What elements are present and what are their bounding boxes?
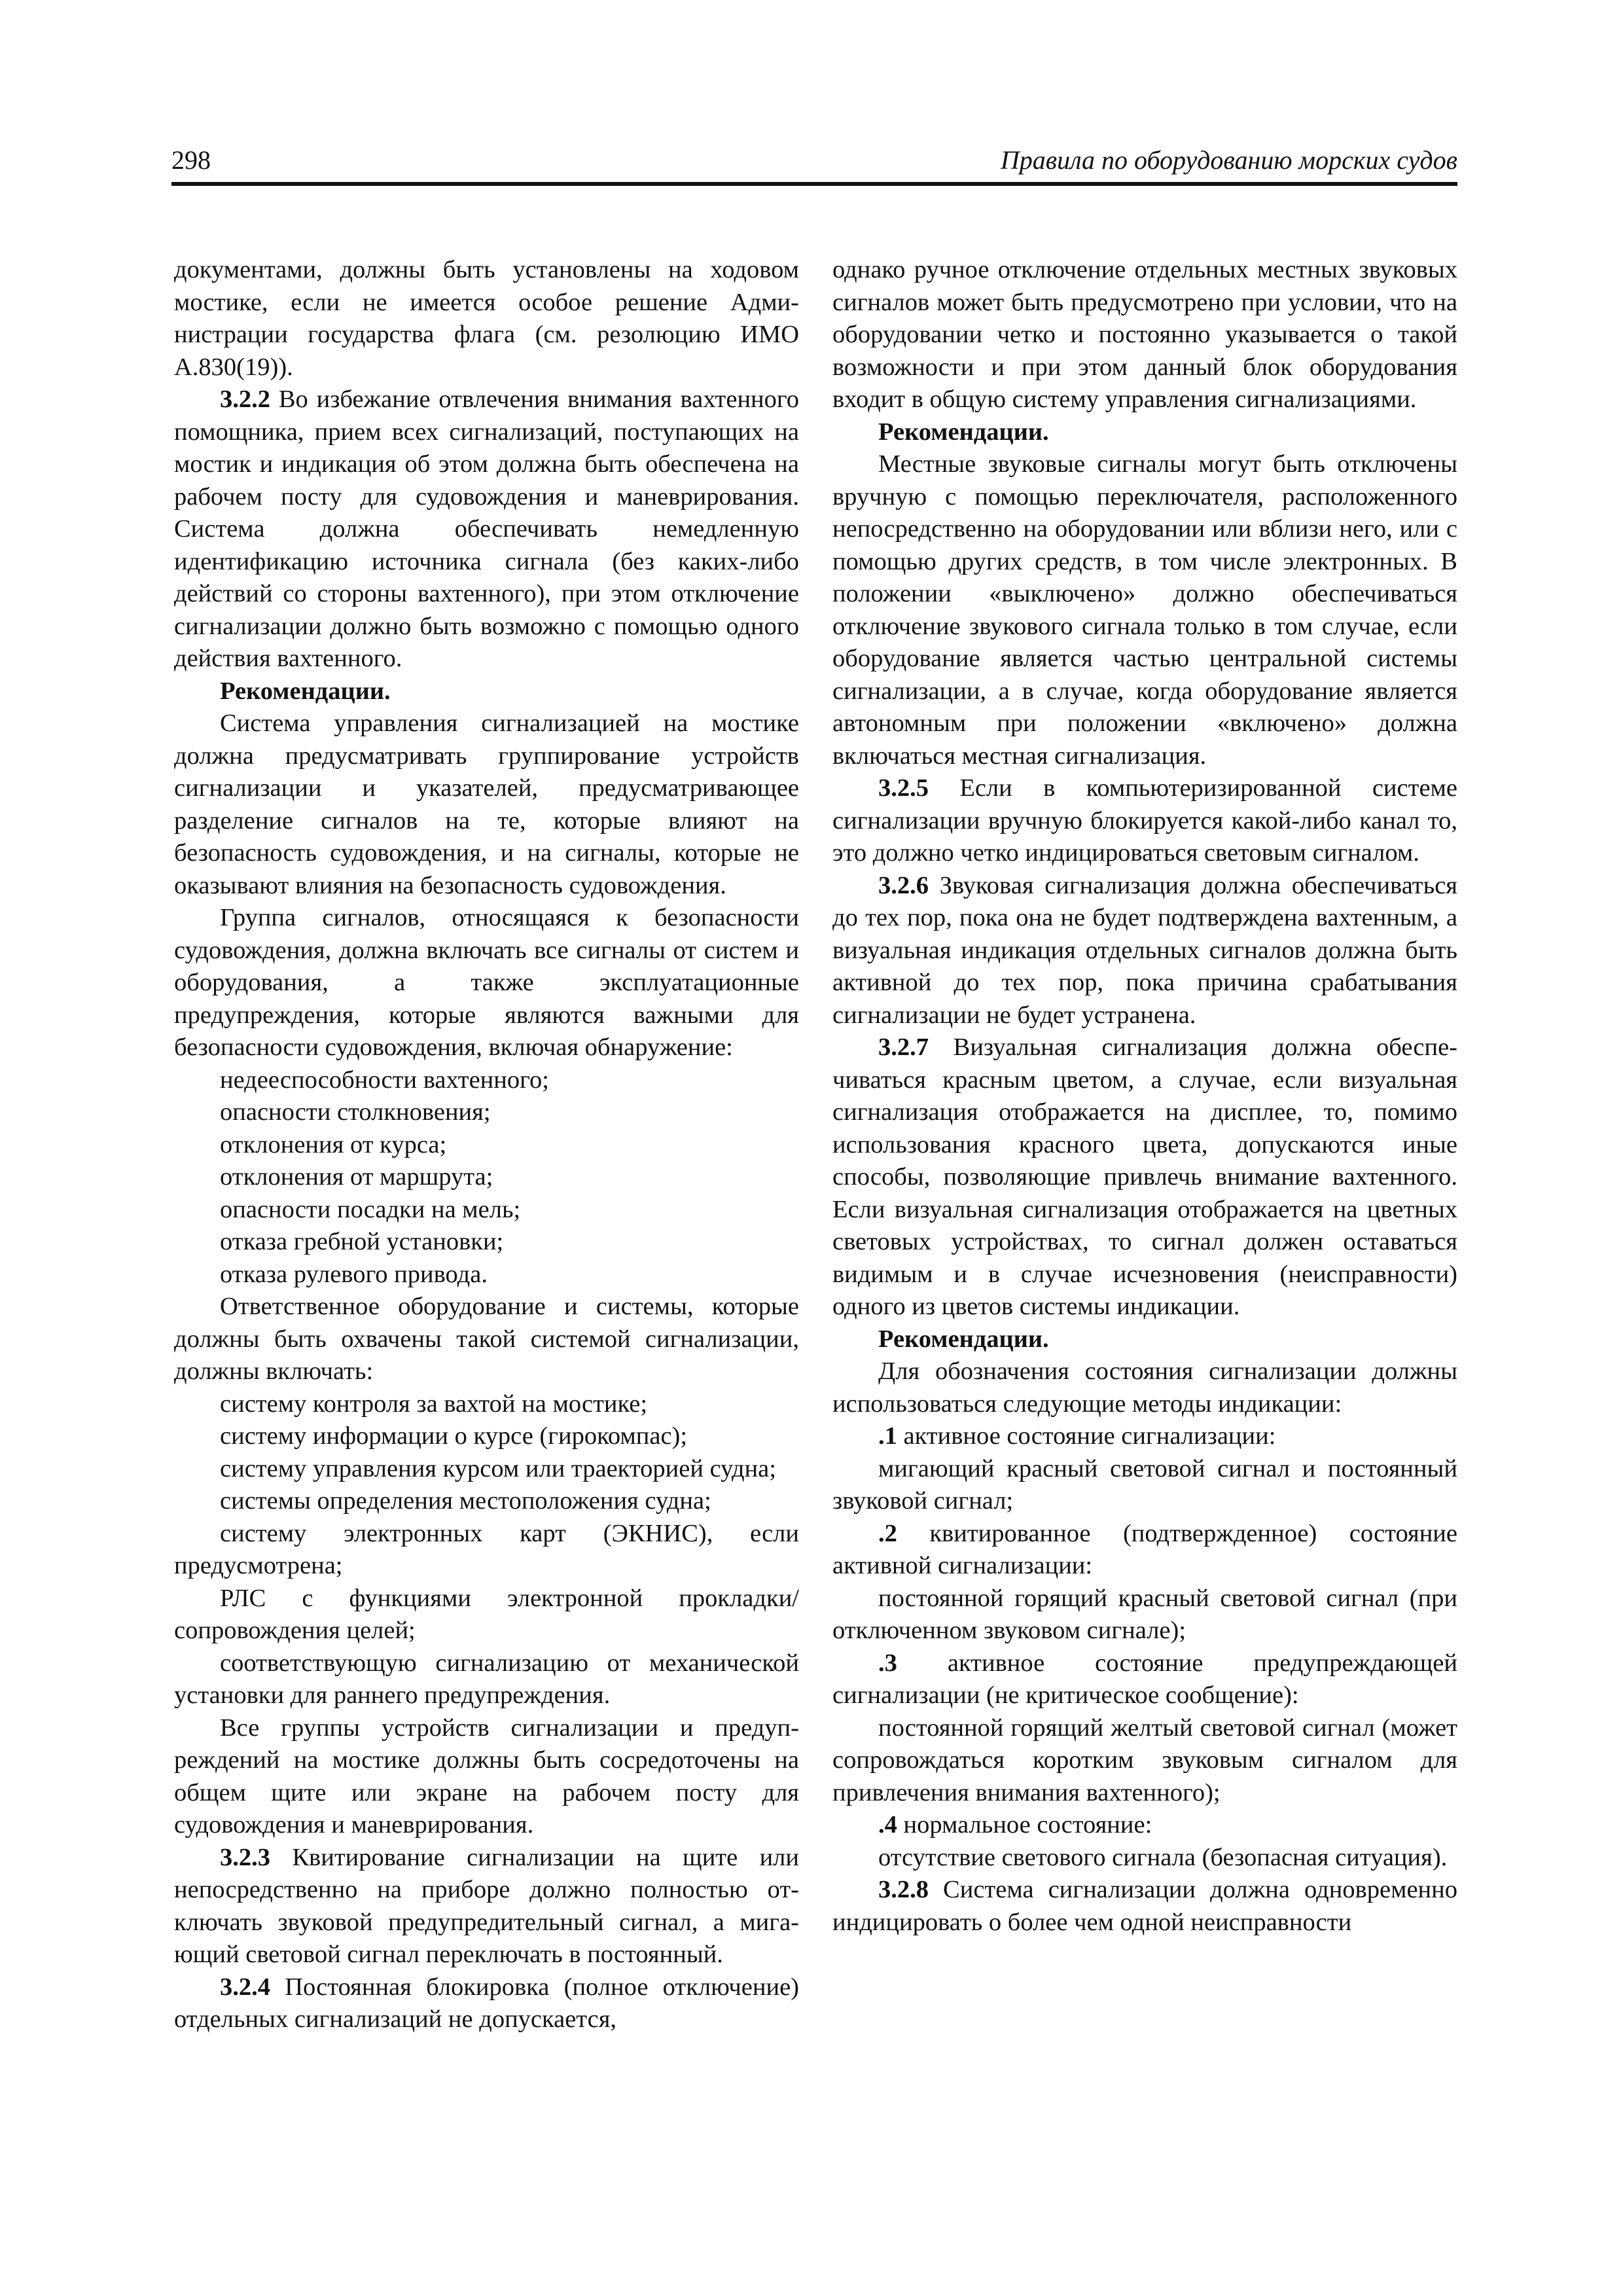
subitem-number: .4 [878,1811,897,1839]
subitem-description: мигающий красный световой сигнал и постоянный звуковой сигнал; [832,1454,1457,1515]
list-item: систему информации о курсе (гирокомпас); [220,1422,688,1450]
list-item: систему электронных карт (ЭКНИС), если предусмотрена; [174,1519,799,1579]
subitem-text: квитированное (подтвержденное) состояние активной сигнализации: [832,1519,1457,1579]
list-item: системы определения местоположения судна; [220,1487,711,1515]
recommendations-heading: Рекомендации. [220,677,391,705]
section-number: 3.2.6 [878,871,929,899]
section-number: 3.2.3 [220,1843,270,1871]
section-text: Квитирование сигнализации на щите или непосредственно на приборе должно полностью отключать звуковой предупредительный сигнал, а мигающий световой сигнал переключать в постоянный. [174,1843,799,1968]
recommendations-heading: Рекомендации. [878,418,1049,446]
right-column [832,254,1457,2139]
paragraph: Система управления сигнализацией на мостике должна предусматривать группирование устройств сигнализации и указателей, предусматривающее разделение сигналов на те, которые влияют на безопасность судовождения, и на сигналы, которые не оказывают влияния на безопасность судовождения. [174,709,799,899]
section-text: Постоянная блокировка (полное отключение) отдельных сигнализаций не допускается, [174,1973,799,2033]
subitem-1 [832,1420,1457,1453]
subitem-description: постоянной горящий желтый световой сигнал (может сопровождаться коротким звуковым сигналом для привлечения внимания вахтенного); [832,1713,1457,1806]
list-item: отказа гребной установки; [220,1228,504,1255]
list-item: соответствующую сигнализацию от механической установки для раннего предупреждения. [174,1649,799,1709]
section-number: 3.2.5 [878,774,929,802]
subitem-description: постоянной горящий красный световой сигнал (при отключенном звуковом сигнале); [832,1584,1457,1644]
section-text: Визуальная сигнализация должна обеспечиваться красным цветом, а случае, если визуальная сигнализация отображается на дисплее, то, помимо использования красного цвета, допускаются иные способы, позволяющие привлечь внимание вахтенного. Если визуальная сигнализация отображается на цветных световых устройствах, то сигнал должен оставаться видимым и в случае исчезновения (неисправности) одного из цветов системы индикации. [832,1033,1457,1320]
section-3-2-8 [832,1874,1457,1939]
section-3-2-2 [174,384,799,675]
subitem-number: .2 [878,1519,897,1547]
list-item: систему управления курсом или траекторией судна; [220,1454,776,1482]
paragraph: Ответственное оборудование и системы, которые должны быть охвачены такой системой сигнализации, должны включать: [174,1293,799,1385]
section-text: Звуковая сигнализация должна обеспечиваться до тех пор, пока она не будет подтверждена вахтенным, а визуальная индикация отдельных сигналов должна быть активной до тех пор, пока причина срабатывания сигнализации не будет устранена. [832,871,1457,1029]
list-item: опасности столкновения; [220,1098,491,1126]
paragraph: Все группы устройств сигнализации и предупреждений на мостике должны быть сосредоточены на общем щите или экране на рабочем посту для судовождения и маневрирования. [174,1713,799,1839]
subitem-text: нормальное состояние: [897,1811,1152,1839]
page-number: 298 [171,145,211,175]
section-number: 3.2.7 [878,1033,929,1061]
section-3-2-5 [832,772,1457,870]
section-text: Во избежание отвлечения внимания вахтенного помощника, прием всех сигнализаций, поступающих на мостик и индикация об этом должна быть обеспечена на рабочем посту для судовождения и маневрирования. Система должна обеспечивать немедленную идентификацию источника сигнала (без каких-либо действий со стороны вахтенного), при этом отключение сигнализации должно быть возможно с помощью одного действия вахтенного. [174,386,799,672]
section-text: Система сигнализации должна одновременно индицировать о более чем одной неисправности [832,1876,1457,1936]
left-column [174,254,799,2139]
section-number: 3.2.2 [220,386,270,413]
paragraph: Для обозначения состояния сигнализации должны использоваться следующие методы индикации: [832,1357,1457,1418]
section-number: 3.2.4 [220,1973,270,2001]
list-item: систему контроля за вахтой на мостике; [220,1390,648,1418]
section-text: Если в компьютеризированной системе сигнализации вручную блокируется какой-либо канал то, это должно четко индицироваться световым сигналом. [832,774,1457,867]
section-number: 3.2.8 [878,1876,929,1903]
section-3-2-4 [174,1971,799,2036]
subitem-number: .3 [878,1649,897,1677]
book-title: Правила по оборудованию морских судов [1000,145,1457,175]
subitem-text: активное состояние сигнализации: [897,1422,1276,1450]
paragraph: однако ручное отключение отдельных местных звуковых сигналов может быть предусмотрено при условии, что на оборудовании четко и постоянно указывается о такой возможности и при этом данный блок оборудования входит в общую систему управления сигнализациями. [832,256,1457,413]
list-item: отклонения от курса; [220,1130,447,1158]
subitem-4 [832,1809,1457,1842]
section-3-2-6 [832,870,1457,1032]
subitem-number: .1 [878,1422,897,1450]
paragraph: Местные звуковые сигналы могут быть отключены вручную с помощью переключателя, расположенного непосредственно на оборудовании или вблизи него, или с помощью других средств, в том числе электронных. В положении «выключено» должно обеспечиваться отключение звукового сигнала только в том случае, если оборудование является частью центральной системы сигнализации, а в случае, когда оборудование является автономным при положении «включено» должна включаться местная сигнализация. [832,450,1457,770]
subitem-description: отсутствие светового сигнала (безопасная ситуация). [878,1843,1448,1871]
list-item: отказа рулевого привода. [220,1260,488,1288]
section-3-2-3 [174,1842,799,1971]
list-item: РЛС с функциями электронной прокладки/ сопровождения целей; [174,1584,799,1644]
recommendations-heading: Рекомендации. [878,1325,1049,1353]
paragraph: Группа сигналов, относящаяся к безопасности судовождения, должна включать все сигналы от систем и оборудования, а также эксплуатационные предупреждения, которые являются важными для безопасности судовождения, включая обнаружение: [174,904,799,1061]
subitem-2 [832,1518,1457,1583]
subitem-3 [832,1647,1457,1712]
list-item: отклонения от маршрута; [220,1163,493,1191]
list-item: опасности посадки на мель; [220,1195,521,1223]
section-3-2-7 [832,1031,1457,1323]
paragraph: документами, должны быть установлены на ходовом мостике, если не имеется особое решение Администрации государства флага (см. резолюцию ИМО А.830(19)). [174,256,799,381]
subitem-text: активное состояние предупреждающей сигнализации (не критическое сообщение): [832,1649,1457,1709]
running-header [171,140,1457,186]
list-item: недееспособности вахтенного; [220,1066,549,1094]
